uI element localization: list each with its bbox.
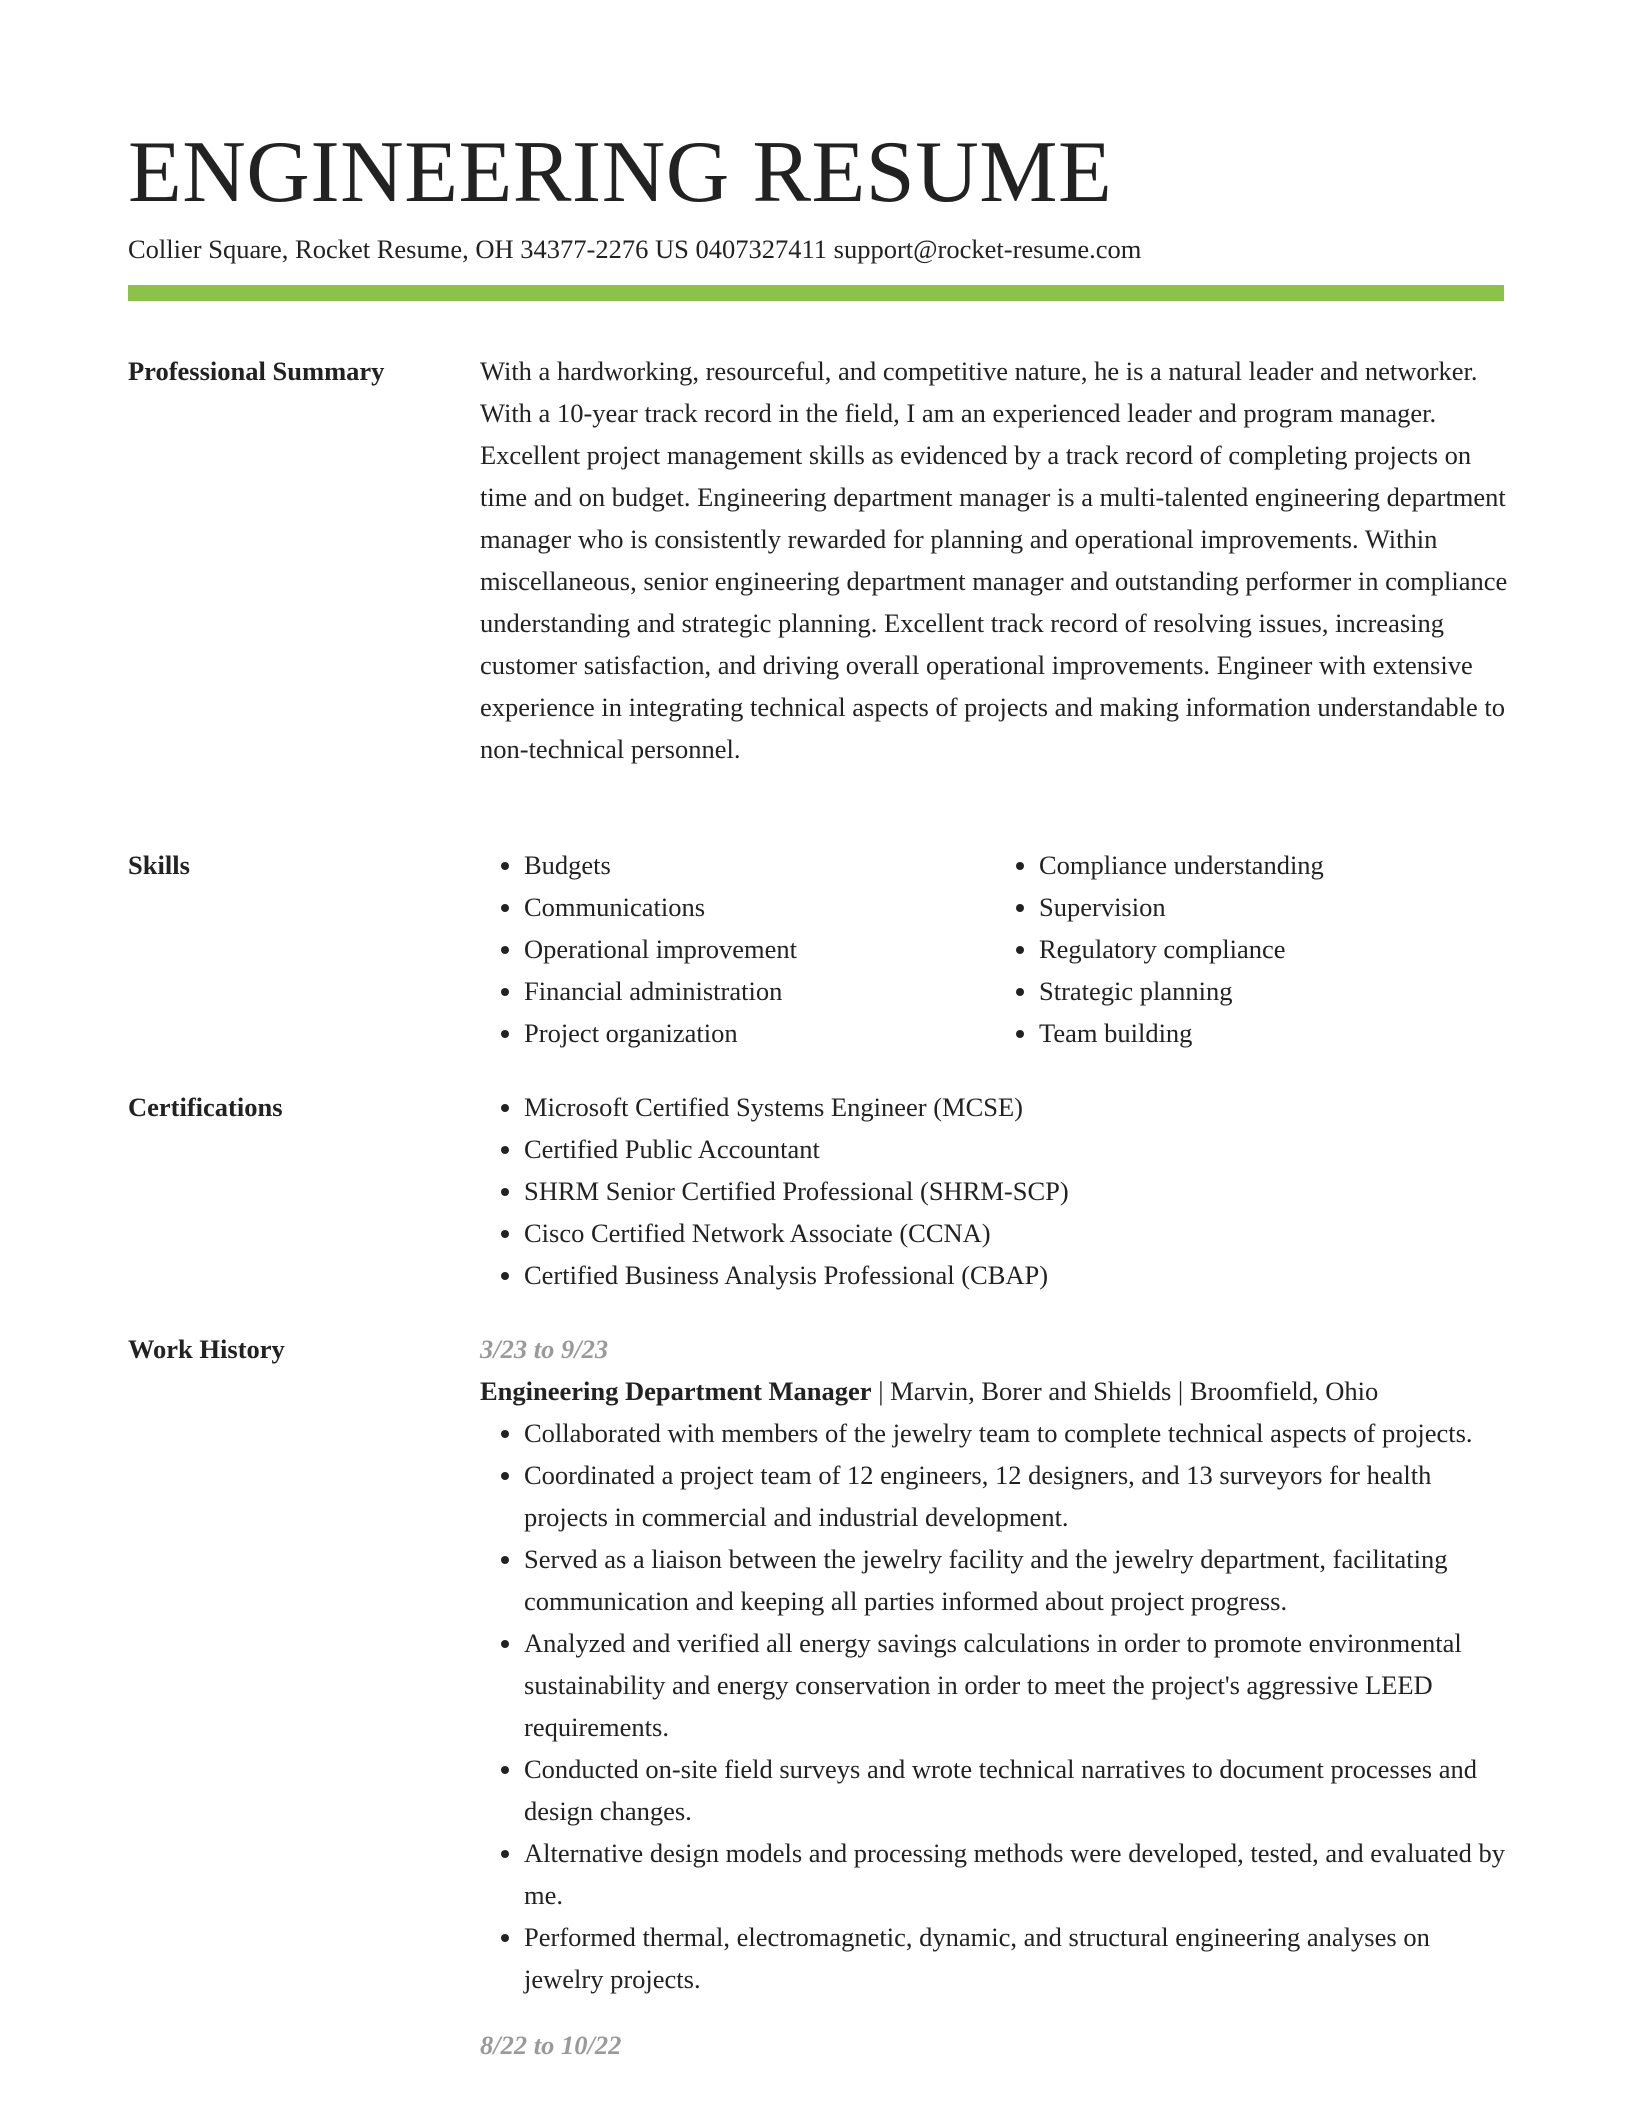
job-dates: 8/22 to 10/22 (480, 2030, 622, 2060)
skill-item: • Financial administration (524, 970, 995, 1012)
job-bullet: • Conducted on-site field surveys and wrote technical narratives to document processes and design changes. (524, 1748, 1510, 1832)
job-bullet: • Coordinated a project team of 12 engineers, 12 designers, and 13 surveyors for health projects in commercial and industrial development. (524, 1454, 1510, 1538)
contact-line (128, 230, 1141, 268)
job-bullet: • Alternative design models and processing methods were developed, tested, and evaluated by me. (524, 1832, 1510, 1916)
section-label-work-history: Work History (128, 1334, 285, 1364)
job-bullet: • Performed thermal, electromagnetic, dynamic, and structural engineering analyses on jewelry projects. (524, 1916, 1510, 2000)
certification-item: • SHRM Senior Certified Professional (SHRM-SCP) (524, 1170, 1510, 1212)
resume-title: ENGINEERING RESUME (128, 124, 1113, 221)
skill-item: • Communications (524, 886, 995, 928)
section-label-summary: Professional Summary (128, 356, 385, 386)
certifications-body (480, 1086, 1510, 1296)
skill-item: • Operational improvement (524, 928, 995, 970)
skill-item: • Supervision (1039, 886, 1510, 928)
skill-item: • Regulatory compliance (1039, 928, 1510, 970)
skills-list-right (995, 844, 1510, 1054)
job-separator: | (1177, 1376, 1184, 1406)
job-dates: 3/23 to 9/23 (480, 1334, 609, 1364)
skill-item: • Budgets (524, 844, 995, 886)
skills-body (480, 844, 1510, 1054)
certification-item: • Certified Public Accountant (524, 1128, 1510, 1170)
skill-item: • Strategic planning (1039, 970, 1510, 1012)
certifications-list (480, 1086, 1510, 1296)
certification-item: • Microsoft Certified Systems Engineer (MCSE) (524, 1086, 1510, 1128)
summary-text: With a hardworking, resourceful, and competitive nature, he is a natural leader and networker. With a 10-year track record in the field, I am an experienced leader and program manager. Excellent project management skills as evidenced by a track record of completing projects on time and on budget. Engineering department manager is a multi-talented engineering department manager who is consistently rewarded for planning and operational improvements. Within miscellaneous, senior engineering department manager and outstanding performer in compliance understanding and strategic planning. Excellent track record of resolving issues, increasing customer satisfaction, and driving overall operational improvements. Engineer with extensive experience in integrating technical aspects of projects and making information understandable to non-technical personnel. (480, 356, 1508, 764)
summary-body (480, 350, 1510, 770)
certification-item: • Cisco Certified Network Associate (CCNA) (524, 1212, 1510, 1254)
contact-email: support@rocket-resume.com (833, 234, 1142, 264)
section-label-skills: Skills (128, 850, 190, 880)
contact-address: Collier Square, Rocket Resume, OH 34377-2276 US (128, 234, 689, 264)
work-history-body (480, 1328, 1510, 2066)
skills-list-left (480, 844, 995, 1054)
job-bullet: • Served as a liaison between the jewelry facility and the jewelry department, facilitating communication and keeping all parties informed about project progress. (524, 1538, 1510, 1622)
skill-item: • Team building (1039, 1012, 1510, 1054)
job-bullets (480, 1412, 1510, 2000)
certification-item: • Certified Business Analysis Professional (CBAP) (524, 1254, 1510, 1296)
header-divider (128, 285, 1504, 301)
contact-phone: 0407327411 (695, 234, 828, 264)
job-bullet: • Collaborated with members of the jewelry team to complete technical aspects of projects. (524, 1412, 1510, 1454)
job-separator: | (878, 1376, 884, 1406)
job-company: Marvin, Borer and Shields (890, 1376, 1172, 1406)
job-bullet: • Analyzed and verified all energy savings calculations in order to promote environmental sustainability and energy conservation in order to meet the project's aggressive LEED requirements. (524, 1622, 1510, 1748)
section-label-certifications: Certifications (128, 1092, 283, 1122)
job-title: Engineering Department Manager (480, 1376, 872, 1406)
skill-item: • Project organization (524, 1012, 995, 1054)
job-entry (480, 2024, 1510, 2066)
job-entry (480, 1328, 1510, 2000)
skills-columns (480, 844, 1510, 1054)
skill-item: • Compliance understanding (1039, 844, 1510, 886)
job-location: Broomfield, Ohio (1189, 1376, 1379, 1406)
job-heading (480, 1370, 1510, 1412)
